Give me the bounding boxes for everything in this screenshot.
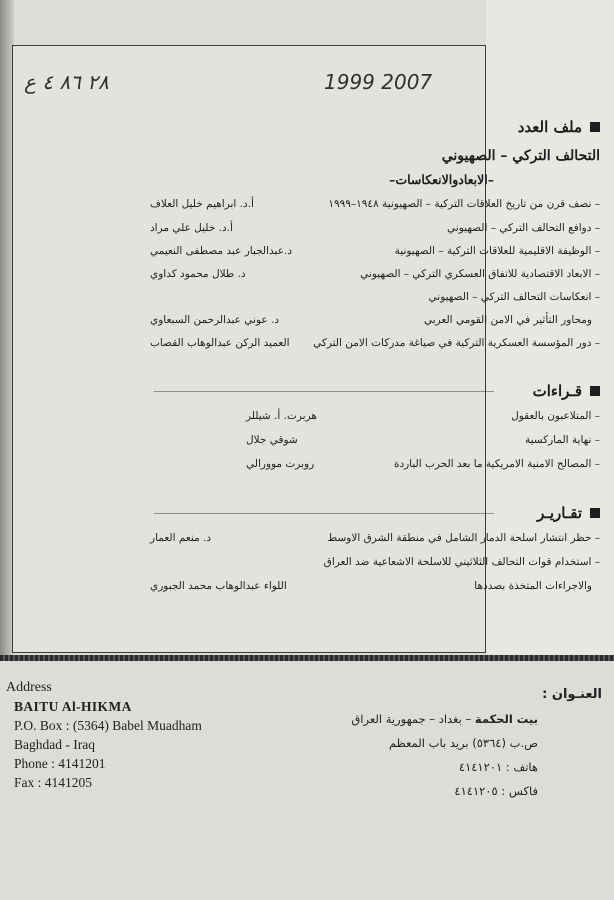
list-item bbox=[150, 410, 600, 428]
entry-title: والاجراءات المتخذة بصددها bbox=[474, 580, 592, 592]
divider-rule bbox=[0, 655, 614, 661]
list-item bbox=[150, 532, 600, 550]
entry-author: العميد الركن عبدالوهاب القصاب bbox=[150, 337, 290, 349]
entry-title: – دور المؤسسة العسكرية التركية في صياغة مدركات الامن التركي bbox=[313, 337, 600, 349]
square-bullet-icon bbox=[590, 122, 600, 132]
entry-author: هربرت. أ. شيللر bbox=[246, 410, 317, 422]
handwritten-years: 1999 2007 bbox=[324, 70, 433, 94]
institution-name: BAITU Al-HIKMA bbox=[14, 699, 132, 714]
list-item bbox=[150, 268, 600, 286]
entry-title: – الابعاد الاقتصادية للاتفاق العسكري التركي – الصهيوني bbox=[360, 268, 600, 280]
handwritten-notes bbox=[24, 70, 464, 110]
list-item bbox=[150, 198, 600, 216]
phone-ar: هاتف : ٤١٤١٢٠١ bbox=[458, 760, 538, 774]
list-item bbox=[150, 556, 600, 574]
list-item bbox=[150, 458, 600, 476]
address-arabic bbox=[342, 683, 602, 803]
entry-author: د. منعم العمار bbox=[150, 532, 212, 544]
entry-title: – نصف قرن من تاريخ العلاقات التركية – الصهيونية ١٩٤٨–١٩٩٩ bbox=[328, 198, 600, 210]
file-title: التحالف التركي – الصهيوني bbox=[441, 148, 600, 164]
entry-author: أ.د. خليل علي مراد bbox=[150, 222, 233, 234]
entry-title: – استخدام قوات التحالف الثلاثيني للاسلحة الاشعاعية ضد العراق bbox=[323, 556, 600, 568]
section-divider bbox=[154, 513, 494, 514]
entry-author: د.عبدالجبار عبد مصطفى النعيمي bbox=[150, 245, 292, 257]
list-item bbox=[150, 314, 600, 332]
entry-author: د. طلال محمود كداوي bbox=[150, 268, 246, 280]
fax: Fax : 4141205 bbox=[14, 775, 93, 790]
entry-author: شوقي جلال bbox=[246, 434, 298, 446]
address-heading: Address bbox=[6, 680, 52, 695]
entry-author: د. عوني عبدالرحمن السبعاوي bbox=[150, 314, 280, 326]
section-heading-reports: تقـاريـر bbox=[537, 504, 600, 522]
po-box-ar: ص.ب (٥٣٦٤) بريد باب المعظم bbox=[389, 736, 538, 750]
section-divider bbox=[154, 391, 494, 392]
handwritten-numbers: ٢٨ ٨٦ ٤ ع bbox=[24, 70, 109, 94]
entry-author: اللواء عبدالوهاب محمد الجبوري bbox=[150, 580, 287, 592]
entry-title: – انعكاسات التحالف التركي – الصهيوني bbox=[428, 291, 600, 303]
address-english bbox=[6, 678, 266, 792]
entry-author: روبرت موورالي bbox=[246, 458, 315, 470]
list-item bbox=[150, 245, 600, 263]
entry-title: – حظر انتشار اسلحة الدمار الشامل في منطقة الشرق الاوسط bbox=[327, 532, 600, 544]
square-bullet-icon bbox=[590, 508, 600, 518]
city: Baghdad - Iraq bbox=[14, 737, 95, 752]
institution-name-ar: بيت الحكمة – بغداد – جمهورية العراق bbox=[351, 712, 538, 726]
square-bullet-icon bbox=[590, 386, 600, 396]
section-heading-readings: قـراءات bbox=[533, 382, 600, 400]
entry-title: – دوافع التحالف التركي – الصهيوني bbox=[447, 222, 600, 234]
list-item bbox=[150, 337, 600, 355]
po-box: P.O. Box : (5364) Babel Muadham bbox=[14, 718, 202, 733]
address-heading-ar: العنـوان : bbox=[542, 687, 602, 702]
entry-author: أ.د. ابراهيم خليل العلاف bbox=[150, 198, 254, 210]
list-item bbox=[150, 222, 600, 240]
file-subtitle: –الابعادوالانعكاسات– bbox=[389, 172, 494, 187]
list-item bbox=[150, 291, 600, 309]
fax-ar: فاكس : ٤١٤١٢٠٥ bbox=[454, 784, 538, 798]
entry-title: – المتلاعبون بالعقول bbox=[511, 410, 600, 422]
entry-title: – نهاية الماركسية bbox=[524, 434, 600, 446]
entry-title: – المصالح الامنية الامريكية ما بعد الحرب الباردة bbox=[393, 458, 600, 470]
phone: Phone : 4141201 bbox=[14, 756, 106, 771]
section-heading-file: ملف العدد bbox=[518, 118, 600, 136]
entry-title: ومحاور التأثير في الامن القومي العربي bbox=[423, 314, 592, 326]
list-item bbox=[150, 434, 600, 452]
list-item bbox=[150, 580, 600, 598]
entry-title: – الوظيفة الاقليمية للعلاقات التركية – الصهيونية bbox=[394, 245, 600, 257]
